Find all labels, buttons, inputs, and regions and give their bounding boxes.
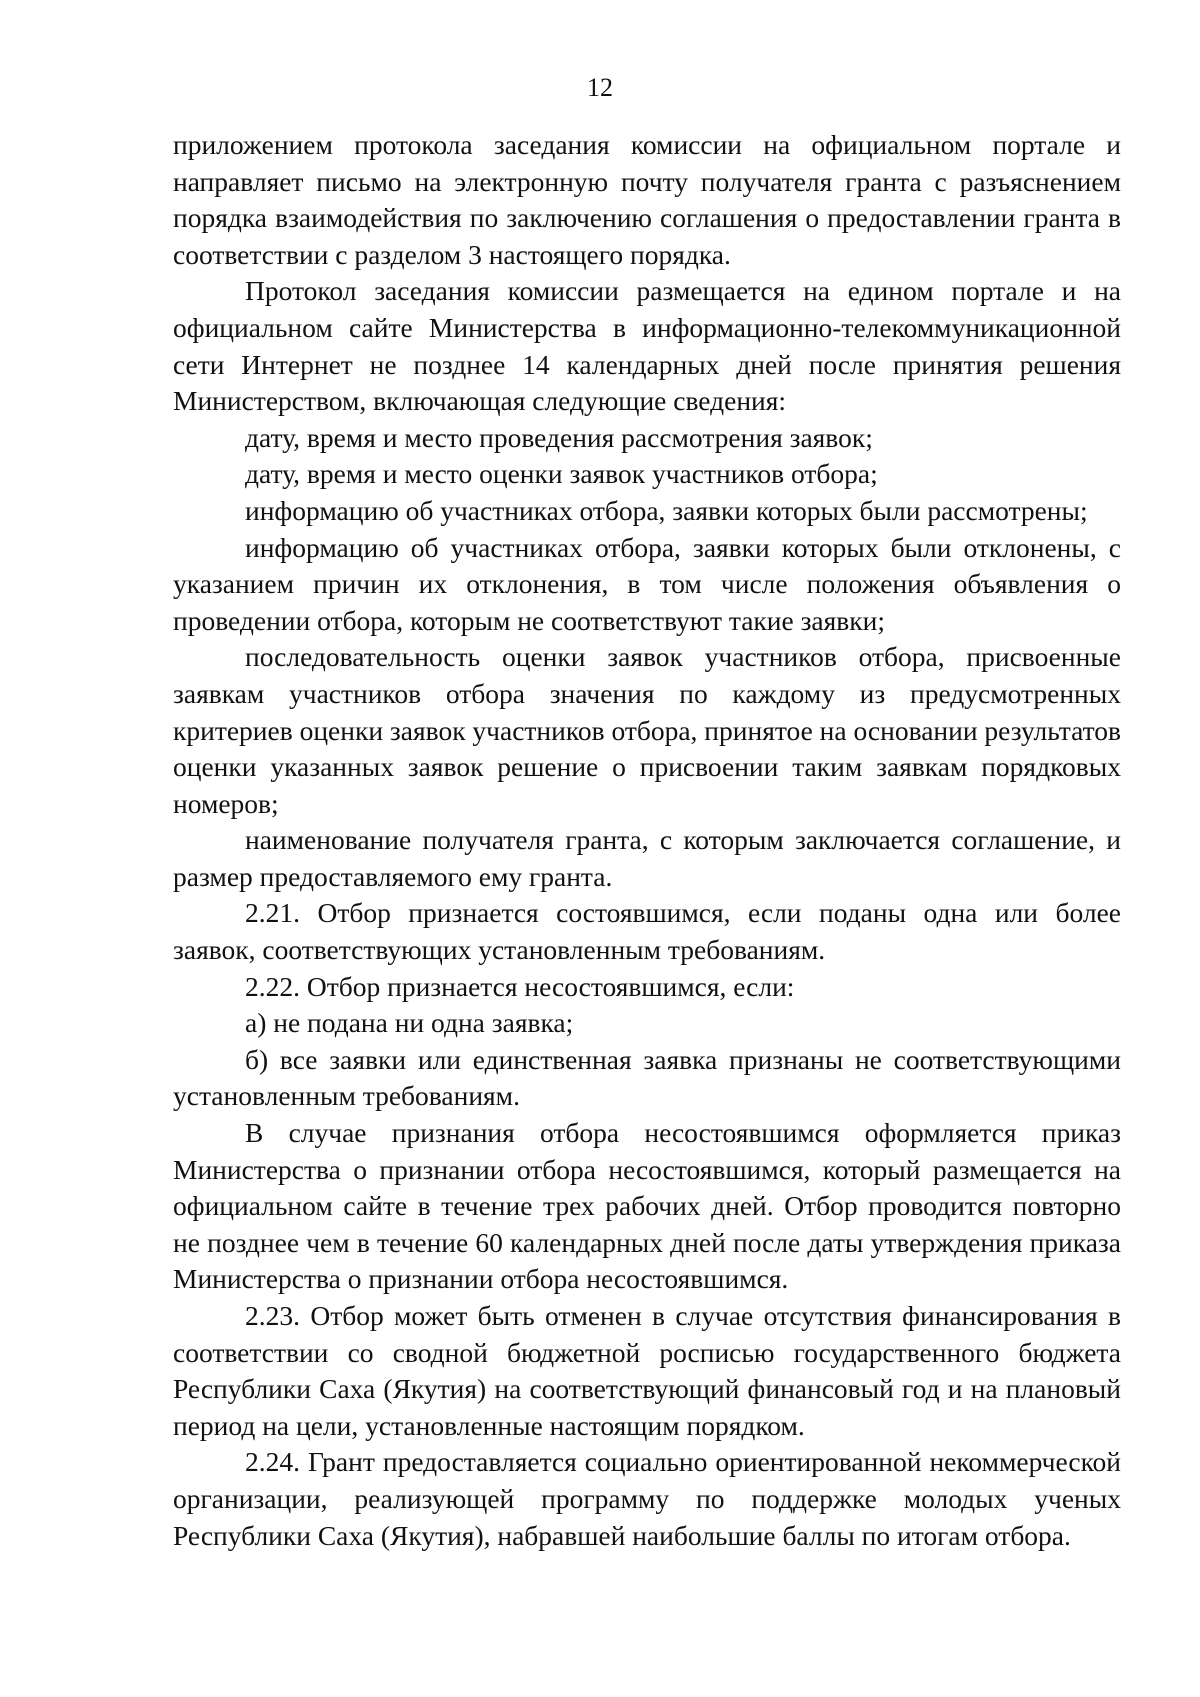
paragraph-protocol-publication: Протокол заседания комиссии размещается на едином портале и на официальном сайте Министерства в информационно-телекоммуникационной сети Интернет не позднее 14 календарных дней после принятия решения Министерством, включающая следующие сведения: xyxy=(173,275,1121,417)
clause-2-21: 2.21. Отбор признается состоявшимся, если поданы одна или более заявок, соответствующих установленным требованиям. xyxy=(173,897,1121,966)
list-item-review-date: дату, время и место проведения рассмотрения заявок; xyxy=(245,421,873,453)
paragraph-failed-selection: В случае признания отбора несостоявшимся оформляется приказ Министерства о признании отбора несостоявшимся, который размещается на официальном сайте в течение трех рабочих дней. Отбор проводится повторно не позднее чем в течение 60 календарных дней после даты утверждения приказа Министерства о признании отбора несостоявшимся. xyxy=(173,1117,1121,1295)
list-item-evaluation-date: дату, время и место оценки заявок участников отбора; xyxy=(245,458,878,490)
page-number: 12 xyxy=(587,73,613,102)
clause-2-22: 2.22. Отбор признается несостоявшимся, если: xyxy=(245,970,795,1002)
clause-2-23: 2.23. Отбор может быть отменен в случае отсутствия финансирования в соответствии со сводной бюджетной росписью государственного бюджета Республики Саха (Якутия) на соответствующий финансовый год и на плановый период на цели, установленные настоящим порядком. xyxy=(173,1300,1121,1441)
clause-2-22-b: б) все заявки или единственная заявка признаны не соответствующими установленным требованиям. xyxy=(173,1043,1121,1112)
paragraph-continuation: приложением протокола заседания комиссии на официальном портале и направляет письмо на электронную почту получателя гранта с разъяснением порядка взаимодействия по заключению соглашения о предоставлении гранта в соответствии с разделом 3 настоящего порядка. xyxy=(173,129,1121,270)
document-body xyxy=(173,127,1121,1554)
clause-2-24: 2.24. Грант предоставляется социально ориентированной некоммерческой организации, реализующей программу по поддержке молодых ученых Республики Саха (Якутия), набравшей наибольшие баллы по итогам отбора. xyxy=(173,1446,1121,1551)
list-item-reviewed-participants: информацию об участниках отбора, заявки которых были рассмотрены; xyxy=(245,494,1088,526)
clause-2-22-a: а) не подана ни одна заявка; xyxy=(245,1007,574,1039)
list-item-evaluation-sequence: последовательность оценки заявок участников отбора, присвоенные заявкам участников отбора значения по каждому из предусмотренных критериев оценки заявок участников отбора, принятое на основании результатов оценки указанных заявок решение о присвоении таким заявкам порядковых номеров; xyxy=(173,641,1121,819)
list-item-rejected-participants: информацию об участниках отбора, заявки которых были отклонены, с указанием причин их отклонения, в том числе положения объявления о проведении отбора, которым не соответствуют такие заявки; xyxy=(173,531,1121,636)
list-item-grant-recipient: наименование получателя гранта, с которым заключается соглашение, и размер предоставляемого ему гранта. xyxy=(173,824,1121,892)
